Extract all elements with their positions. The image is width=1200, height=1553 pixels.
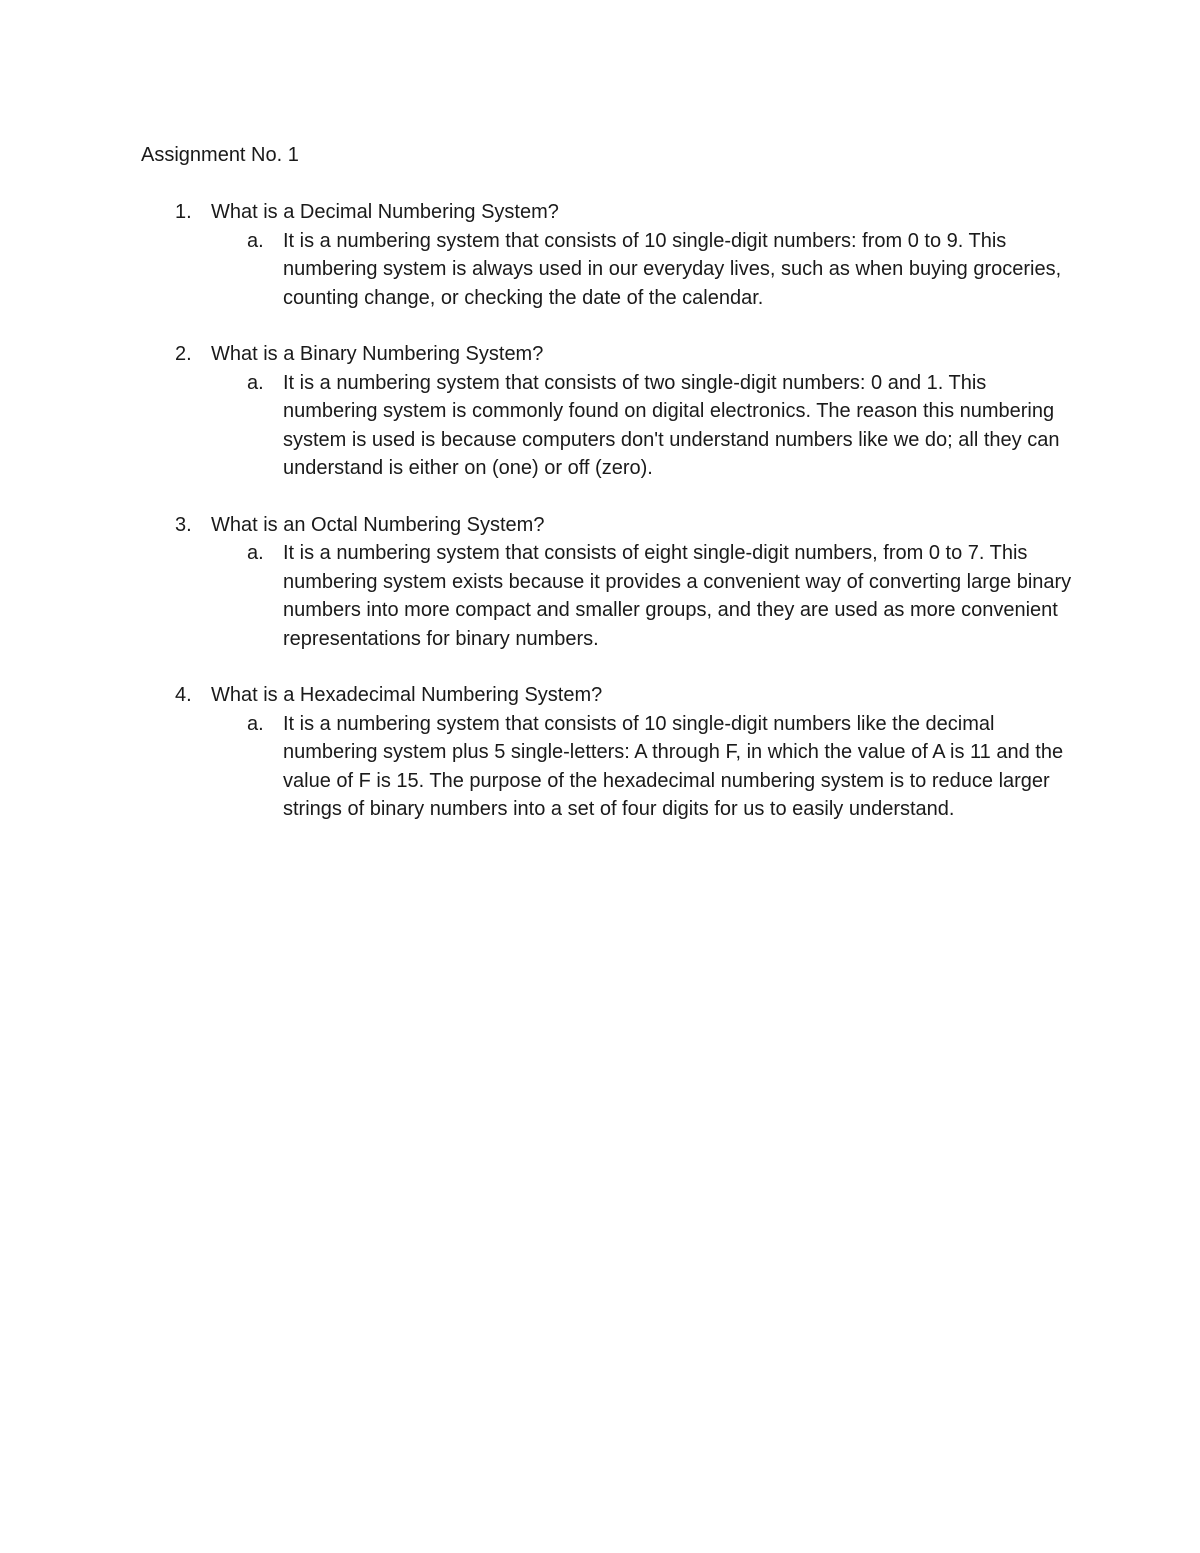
question-row (0, 198, 1200, 227)
question-number: 3. (175, 513, 192, 536)
answer-text: It is a numbering system that consists of eight single-digit numbers, from 0 to 7. This numbering system exists because it provides a convenient way of converting large binary numbers into more compact and smaller groups, and they are used as more convenient representations for binary numbers. (283, 542, 1072, 650)
answer-item (0, 227, 1200, 313)
question-item (0, 681, 1200, 824)
answer-item (0, 539, 1200, 653)
question-row (0, 340, 1200, 369)
answer-marker: a. (247, 542, 264, 564)
question-number: 4. (175, 684, 192, 706)
answer-marker: a. (247, 229, 264, 252)
question-text: What is a Decimal Numbering System? (211, 201, 559, 223)
question-list (0, 198, 1200, 852)
answer-text: It is a numbering system that consists of two single-digit numbers: 0 and 1. This numbering system is commonly found on digital electronics. The reason this numbering system is used is because computers don't understand numbers like we do; all they can understand is either on (one) or off (zero). (283, 371, 1060, 479)
question-text: What is a Binary Numbering System? (211, 343, 544, 365)
question-number: 1. (175, 201, 192, 223)
question-row (0, 681, 1200, 710)
answer-marker: a. (247, 371, 264, 394)
question-item (0, 340, 1200, 483)
answer-text: It is a numbering system that consists of 10 single-digit numbers: from 0 to 9. This numbering system is always used in our everyday lives, such as when buying groceries, counting change, or checking the date of the calendar. (283, 229, 1062, 309)
question-number: 2. (175, 343, 192, 365)
question-item (0, 511, 1200, 654)
question-row (0, 511, 1200, 540)
question-text: What is a Hexadecimal Numbering System? (211, 684, 603, 706)
question-item (0, 198, 1200, 312)
answer-text: It is a numbering system that consists of 10 single-digit numbers like the decimal numbering system plus 5 single-letters: A through F, in which the value of A is 11 and the value of F is 15. The purpose of the hexadecimal numbering system is to reduce larger strings of binary numbers into a set of four digits for us to easily understand. (283, 712, 1064, 820)
answer-marker: a. (247, 712, 264, 735)
answer-item (0, 710, 1200, 824)
answer-item (0, 369, 1200, 483)
question-text: What is an Octal Numbering System? (211, 513, 545, 536)
document-title: Assignment No. 1 (141, 144, 299, 166)
